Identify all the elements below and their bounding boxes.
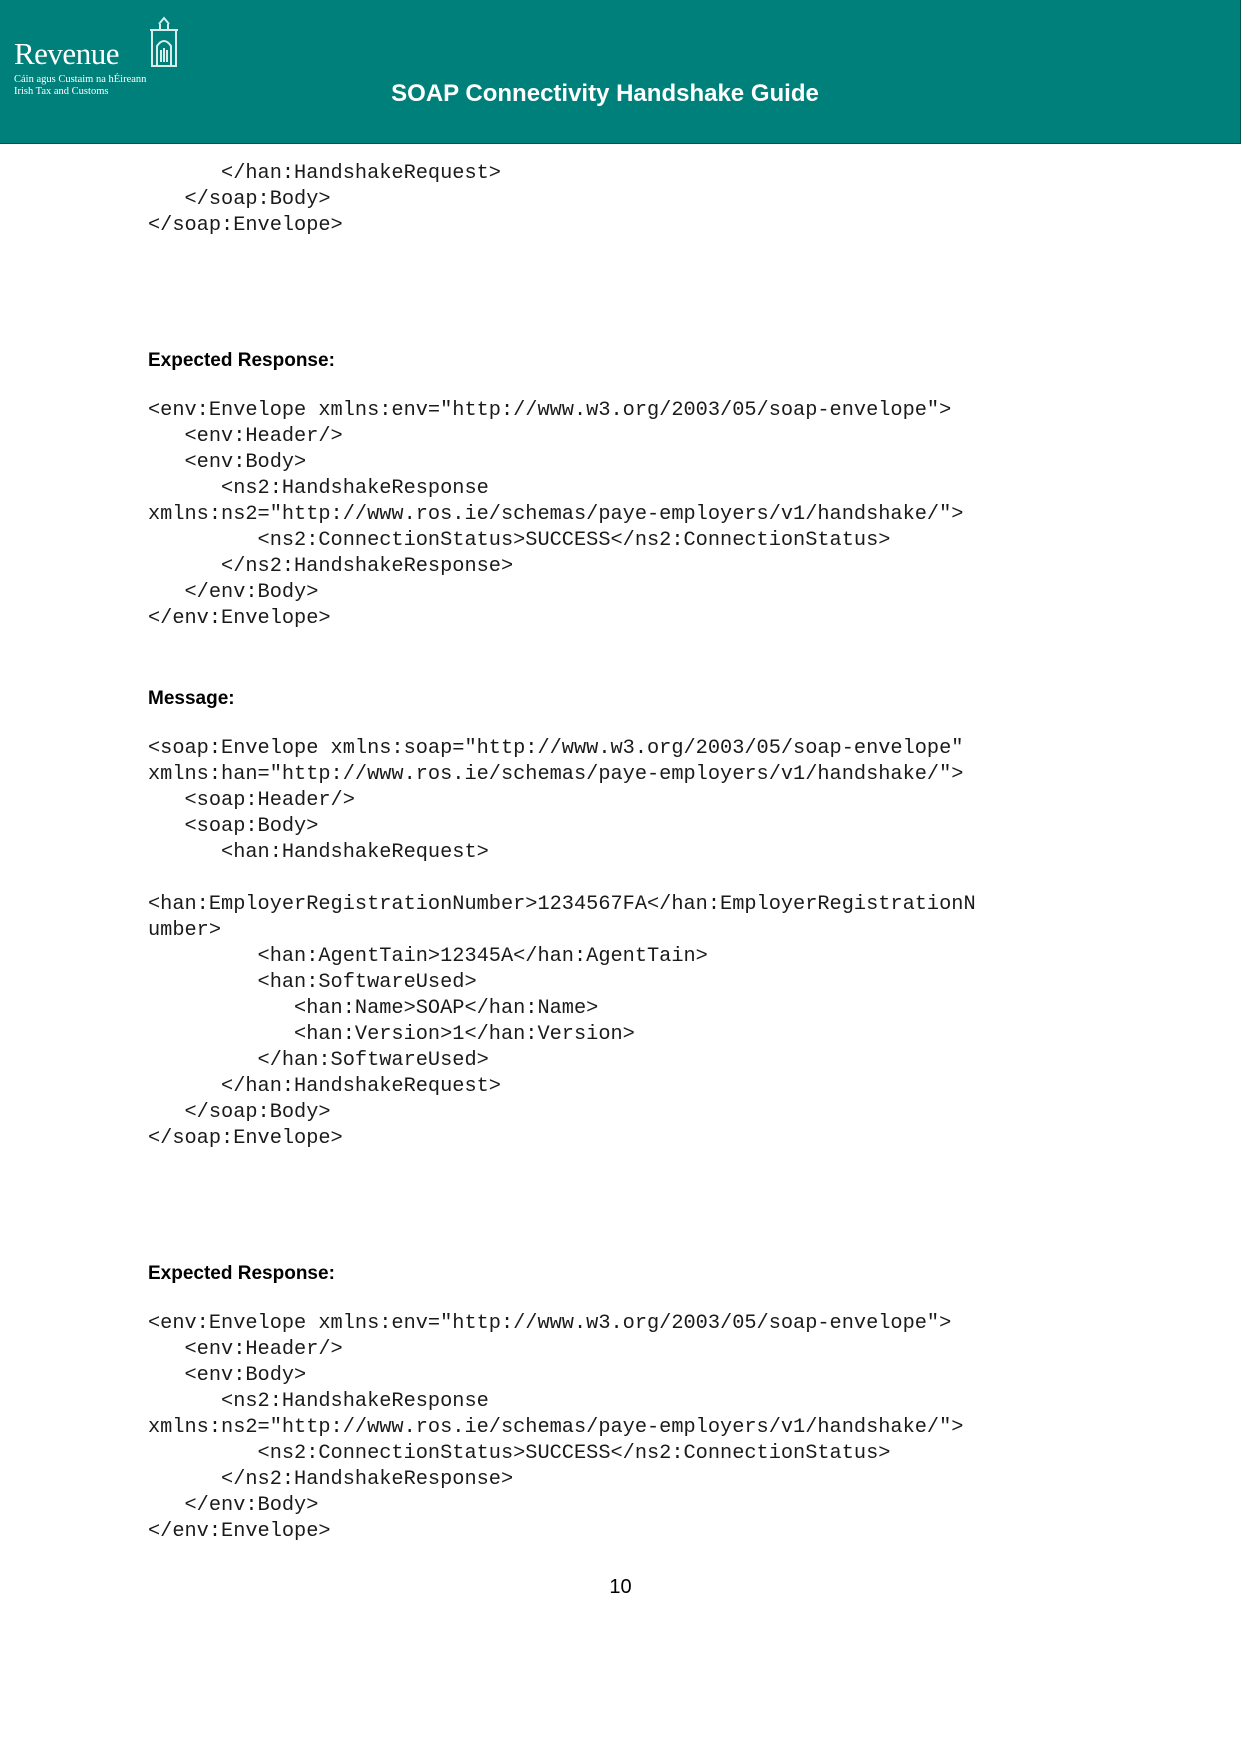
document-title: SOAP Connectivity Handshake Guide <box>391 80 819 107</box>
code-block-message: <soap:Envelope xmlns:soap="http://www.w3.org/2003/05/soap-envelope" xmlns:han="http://www.ros.ie/schemas/paye-employers/v1/handshake/"> <soap:Header/> <soap:Body> <han:HandshakeRequest> <han:EmployerRegistrationNumber>1234567FA</han:EmployerRegistrationN umber> <han:AgentTain>12345A</han:AgentTain> <han:SoftwareUsed> <han:Name>SOAP</han:Name> <han:Version>1</han:Version> </han:SoftwareUsed> </han:HandshakeRequest> </soap:Body> </soap:Envelope> <box>148 737 976 1150</box>
code-block-expected-response: <env:Envelope xmlns:env="http://www.w3.org/2003/05/soap-envelope"> <env:Header/> <env:Body> <ns2:HandshakeResponse xmlns:ns2="http://www.ros.ie/schemas/paye-employers/v1/handshake/"> <ns2:ConnectionStatus>SUCCESS</ns2:ConnectionStatus> </ns2:HandshakeResponse> </env:Body> </env:Envelope> <box>148 399 964 630</box>
logo-irish-line: Cáin agus Custaim na hÉireann <box>14 74 147 85</box>
harp-icon <box>146 16 182 72</box>
expected-response-heading: Expected Response: <box>148 1263 335 1284</box>
page-number: 10 <box>609 1576 632 1598</box>
page-header <box>0 0 1241 144</box>
code-block-request-end: </han:HandshakeRequest> </soap:Body> </soap:Envelope> <box>148 162 501 237</box>
logo-wordmark: Revenue <box>14 36 119 71</box>
code-block-expected-response: <env:Envelope xmlns:env="http://www.w3.org/2003/05/soap-envelope"> <env:Header/> <env:Body> <ns2:HandshakeResponse xmlns:ns2="http://www.ros.ie/schemas/paye-employers/v1/handshake/"> <ns2:ConnectionStatus>SUCCESS</ns2:ConnectionStatus> </ns2:HandshakeResponse> </env:Body> </env:Envelope> <box>148 1312 964 1543</box>
message-heading: Message: <box>148 688 235 709</box>
expected-response-heading: Expected Response: <box>148 350 335 371</box>
logo-english-line: Irish Tax and Customs <box>14 86 109 97</box>
